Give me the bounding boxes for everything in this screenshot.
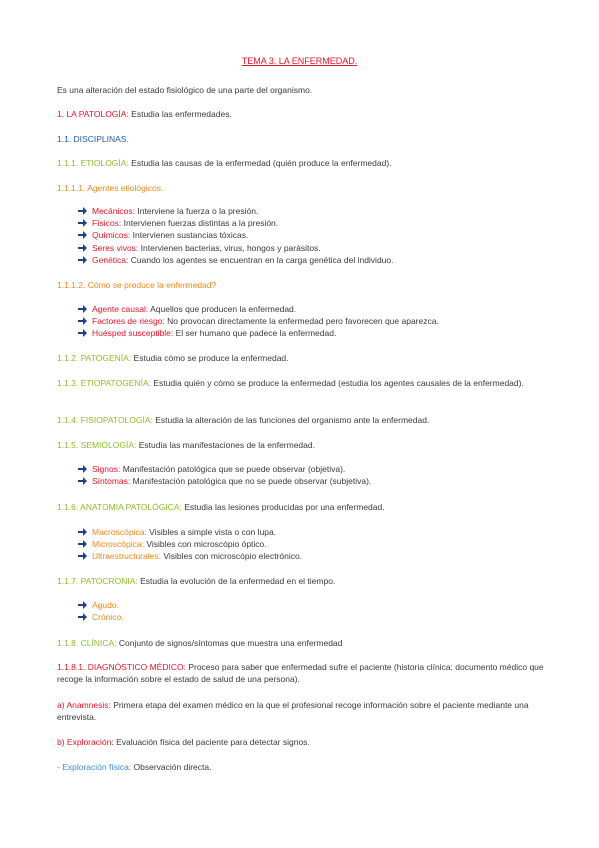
list-item-text: Aquellos que producen la enfermedad. (148, 304, 297, 314)
list-item (78, 327, 538, 339)
exploracion-fisica-text: Observación directa. (131, 762, 212, 772)
section-1-1-2-heading: 1.1.2. PATOGENÍA: (57, 353, 132, 363)
list-item-term: Signos: (92, 464, 121, 474)
arrow-right-icon (78, 599, 92, 611)
section-1-1-6-text: Estudia las lesiones producidas por una enfermedad. (181, 502, 385, 512)
document-title: TEMA 3. LA ENFERMEDAD. (241, 56, 358, 66)
list-item (78, 611, 538, 623)
list-item-term: Químicos: (92, 230, 131, 241)
list-item-term: Factores de riesgo: (92, 316, 165, 327)
section-1-1-5-heading: 1.1.5. SEMIOLOGÍA: (57, 440, 137, 450)
exploracion-heading: b) Exploración: (57, 737, 114, 747)
section-1-1-8-heading: 1.1.8. CLÍNICA: (57, 638, 117, 648)
list-item (78, 242, 538, 254)
exploracion-paragraph (57, 736, 547, 748)
section-1-1-3-heading: 1.1.3. ETIOPATOGENÍA: (57, 378, 152, 388)
arrow-right-icon (78, 205, 92, 217)
arrow-right-icon (78, 315, 92, 327)
section-1-1-heading: 1.1. DISCIPLINAS. (57, 134, 129, 144)
list-item-term: Ultraestructurales: (92, 551, 161, 562)
patocronia-list (78, 599, 538, 623)
exploracion-text: Evaluación física del paciente para detectar signos. (113, 737, 310, 747)
list-item (78, 538, 538, 550)
section-1-1-1-heading: 1.1.1. ETIOLOGÍA: (57, 158, 129, 168)
list-item (78, 229, 538, 241)
list-item-text: Interviene la fuerza o la presión. (135, 206, 259, 216)
list-item (78, 315, 538, 327)
list-item-term: Huésped susceptible: (92, 328, 174, 339)
list-item-text: Intervienen fuerzas distintas a la presión. (121, 218, 279, 229)
list-item-term: Agente causal: (92, 304, 149, 314)
list-item-text: Manifestación patológica que se puede observar (objetiva). (120, 464, 346, 474)
section-1-1-8-1 (57, 661, 547, 685)
list-item-term: Síntomas: (92, 476, 131, 487)
section-1-1-1-text: Estudia las causas de la enfermedad (quién produce la enfermedad). (128, 158, 392, 168)
list-item (78, 205, 538, 217)
section-1-1-1-2-heading: 1.1.1.2. Cómo se produce la enfermedad? (57, 280, 217, 290)
list-item-term: Mecánicos: (92, 206, 135, 216)
list-item-text: Intervienen sustancias tóxicas. (130, 230, 249, 241)
list-item (78, 475, 538, 487)
semiologia-list (78, 463, 538, 487)
arrow-right-icon (78, 463, 92, 475)
list-item (78, 526, 538, 538)
list-item-text: Visibles a simple vista o con lupa. (146, 527, 277, 537)
list-item-term: Microscópica: (92, 539, 144, 550)
exploracion-fisica-heading: - Exploración física: (57, 762, 132, 772)
section-1-1-5-text: Estudia las manifestaciones de la enfermedad. (136, 440, 315, 450)
produce-list (78, 303, 538, 340)
section-1-1-6 (57, 501, 547, 513)
list-item-text: Cuando los agentes se encuentran en la carga genética del individuo. (128, 254, 394, 265)
list-item-text: Visibles con microscópio electrónico. (160, 551, 303, 562)
section-1-1-7-text: Estudia la evolución de la enfermedad en el tiempo. (137, 576, 336, 586)
section-1-1-7-heading: 1.1.7. PATOCRONIA: (57, 576, 138, 586)
list-item-text: Intervienen bacterias, virus, hongos y parásitos. (138, 242, 321, 253)
section-1 (57, 108, 547, 120)
section-1-1-4 (57, 414, 547, 426)
section-1-1-8 (57, 637, 547, 649)
list-item-term: Seres vivos: (92, 242, 139, 253)
section-1-1-1 (57, 157, 547, 169)
list-item-term: Agudo. (92, 600, 119, 610)
list-item-text: No provocan directamente la enfermedad pero favorecen que aparezca. (164, 316, 439, 327)
anamnesis-paragraph (57, 699, 547, 723)
list-item-text: El ser humano que padece la enfermedad. (173, 328, 337, 339)
anamnesis-heading: a) Anamnesis: (57, 700, 111, 710)
section-1-1-2 (57, 352, 547, 364)
section-1-text: Estudia las enfermedades. (128, 109, 232, 119)
agentes-list (78, 205, 538, 266)
section-1-1-8-1-text: Proceso para saber que enfermedad sufre el paciente (historia clínica: documento médico que recoge la información sobre el estado de salud de una persona). (57, 662, 544, 684)
list-item-term: Crónico. (92, 612, 124, 623)
list-item (78, 599, 538, 611)
list-item-term: Genética: (92, 254, 129, 265)
arrow-right-icon (78, 242, 92, 254)
list-item-text: Manifestación patológica que no se puede observar (subjetiva). (130, 476, 372, 487)
section-1-1-7 (57, 575, 547, 587)
list-item (78, 254, 538, 266)
arrow-right-icon (78, 611, 92, 623)
section-1-heading: 1. LA PATOLOGÍA: (57, 109, 129, 119)
section-1-1-3 (57, 377, 547, 389)
anamnesis-text: Primera etapa del examen médico en la que el profesional recoge información sobre el paciente mediante una entrevista. (57, 700, 529, 722)
section-1-1-2-text: Estudia cómo se produce la enfermedad. (131, 353, 289, 363)
section-1-1-6-heading: 1.1.6. ANATOMIA PATOLÓGICA: (57, 502, 182, 512)
section-1-1-1-1-heading: 1.1.1.1. Agentes etiológicos. (57, 183, 164, 193)
arrow-right-icon (78, 229, 92, 241)
list-item (78, 550, 538, 562)
arrow-right-icon (78, 475, 92, 487)
section-1-1-5 (57, 439, 547, 451)
intro-paragraph: Es una alteración del estado fisiológico de una parte del organismo. (57, 85, 313, 95)
list-item (78, 217, 538, 229)
list-item-term: Macroscópica: (92, 527, 147, 537)
list-item (78, 463, 538, 475)
section-1-1-4-text: Estudia la alteración de las funciones del organismo ante la enfermedad. (152, 415, 430, 425)
anatomia-list (78, 526, 538, 563)
list-item-text: Visibles con microscópio óptico. (143, 539, 267, 550)
section-1-1-4-heading: 1.1.4. FISIOPATOLOGÍA: (57, 415, 153, 425)
arrow-right-icon (78, 303, 92, 315)
section-1-1-8-text: Conjunto de signos/síntomas que muestra una enfermedad (116, 638, 343, 648)
arrow-right-icon (78, 526, 92, 538)
list-item (78, 303, 538, 315)
arrow-right-icon (78, 550, 92, 562)
section-1-1-3-text: Estudia quién y cómo se produce la enfermedad (estudia los agentes causales de la enfermedad). (151, 378, 524, 388)
section-1-1-8-1-heading: 1.1.8.1. DIAGNÓSTICO MÉDICO: (57, 662, 186, 672)
arrow-right-icon (78, 327, 92, 339)
arrow-right-icon (78, 538, 92, 550)
list-item-term: Físicos: (92, 218, 122, 229)
arrow-right-icon (78, 217, 92, 229)
arrow-right-icon (78, 254, 92, 266)
exploracion-fisica-paragraph (57, 761, 547, 773)
